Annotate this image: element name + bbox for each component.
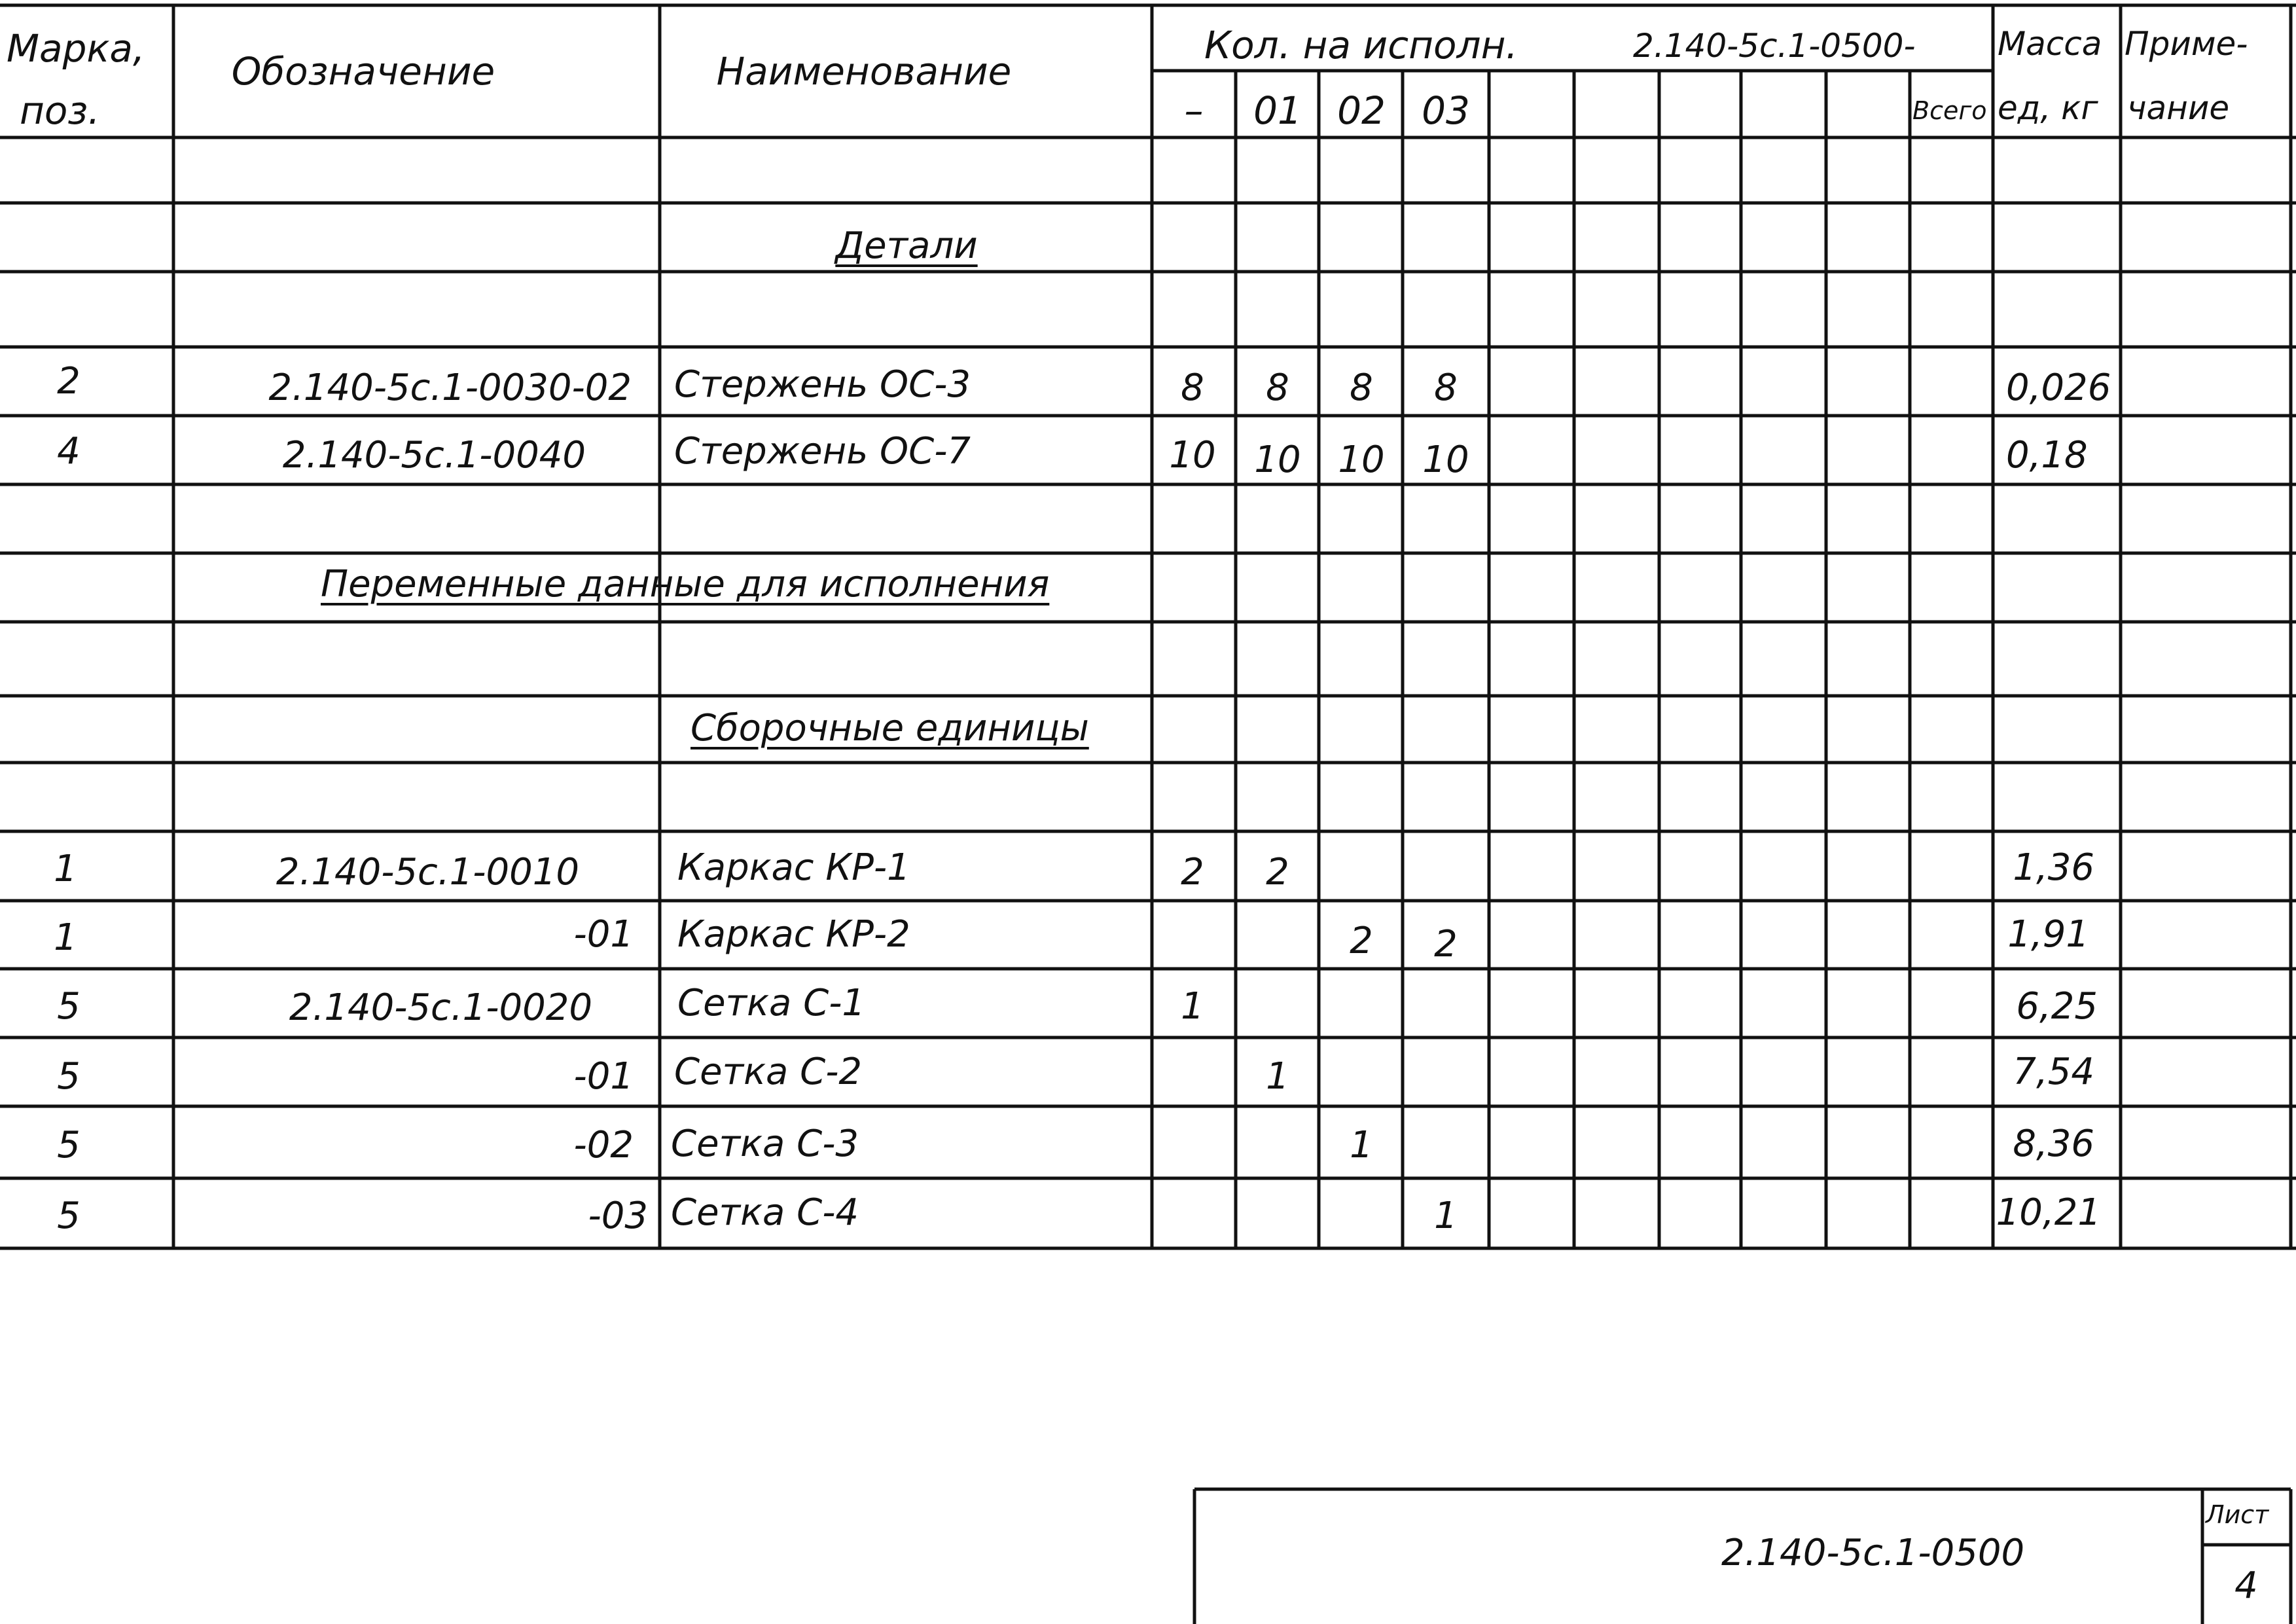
row-designation: 2.140-5с.1-0030-02: [268, 367, 632, 409]
header-vsego: Всего: [1912, 96, 1987, 125]
section-details-title: Детали: [835, 225, 978, 267]
row-mass: 6,25: [2016, 985, 2098, 1028]
row-name: Сетка С-4: [671, 1191, 859, 1234]
row-qty-01: 2: [1266, 851, 1289, 893]
row-name: Стержень ОС-3: [674, 363, 971, 406]
row-qty-01: 1: [1266, 1055, 1289, 1098]
header-prim-line1: Приме-: [2125, 25, 2248, 63]
header-variant-base: –: [1184, 88, 1204, 133]
row-name: Каркас КР-2: [677, 913, 910, 956]
row-qty-01: 10: [1254, 439, 1301, 481]
row-designation: 2.140-5с.1-0040: [282, 434, 586, 477]
row-pos: 5: [57, 1055, 81, 1098]
row-name: Каркас КР-1: [677, 846, 910, 889]
row-qty-02: 8: [1350, 367, 1373, 409]
header-document-code: 2.140-5с.1-0500-: [1633, 27, 1916, 65]
section-assemblies-title: Сборочные единицы: [691, 707, 1089, 749]
row-pos: 2: [57, 360, 81, 403]
title-block-list-label: Лист: [2206, 1500, 2269, 1529]
header-prim-line2: чание: [2127, 89, 2230, 127]
row-mass: 0,18: [2006, 434, 2088, 477]
row-designation: -03: [588, 1195, 648, 1237]
row-qty-03: 1: [1434, 1195, 1458, 1237]
row-designation: -02: [573, 1124, 634, 1166]
row-qty-02: 10: [1338, 439, 1385, 481]
header-massa-line1: Масса: [1998, 25, 2102, 63]
row-name: Стержень ОС-7: [674, 430, 971, 473]
row-pos: 5: [57, 1195, 81, 1237]
header-oboznachenie: Обозначение: [231, 49, 495, 94]
row-qty-base: 1: [1181, 985, 1204, 1028]
row-mass: 10,21: [1996, 1191, 2101, 1234]
row-qty-base: 8: [1181, 367, 1204, 409]
row-designation: -01: [573, 913, 634, 956]
row-mass: 1,36: [2013, 846, 2094, 889]
row-qty-base: 2: [1181, 851, 1204, 893]
row-mass: 8,36: [2013, 1123, 2094, 1165]
row-name: Сетка С-2: [674, 1051, 863, 1093]
row-mass: 0,026: [2006, 367, 2111, 409]
header-naimenovanie: Наименование: [716, 49, 1012, 94]
header-variant-03: 03: [1422, 88, 1470, 133]
row-pos: 5: [57, 1124, 81, 1166]
row-pos: 1: [54, 848, 77, 890]
header-marka-line1: Марка,: [7, 26, 145, 71]
row-qty-03: 8: [1434, 367, 1458, 409]
row-pos: 1: [54, 916, 77, 959]
row-pos: 4: [57, 430, 81, 473]
header-marka-line2: поз.: [20, 88, 100, 133]
row-mass: 7,54: [2013, 1051, 2094, 1093]
row-qty-01: 8: [1266, 367, 1289, 409]
row-qty-02: 1: [1350, 1124, 1373, 1166]
row-designation: 2.140-5с.1-0010: [276, 851, 579, 893]
row-name: Сетка С-3: [671, 1123, 859, 1165]
title-block-code: 2.140-5с.1-0500: [1721, 1532, 2025, 1574]
row-name: Сетка С-1: [677, 982, 866, 1024]
row-qty-base: 10: [1169, 434, 1216, 477]
row-mass: 1,91: [2007, 913, 2089, 956]
row-qty-03: 2: [1434, 923, 1458, 965]
header-variant-02: 02: [1337, 88, 1386, 133]
header-variant-01: 01: [1253, 88, 1302, 133]
row-qty-02: 2: [1350, 920, 1373, 962]
row-designation: 2.140-5с.1-0020: [289, 986, 592, 1029]
row-qty-03: 10: [1422, 439, 1469, 481]
row-pos: 5: [57, 985, 81, 1028]
section-variable-data-title: Переменные данные для исполнения: [321, 563, 1050, 605]
header-kol-na-ispoln: Кол. на исполн.: [1204, 23, 1518, 67]
header-massa-line2: ед, кг: [1998, 89, 2098, 127]
row-designation: -01: [573, 1055, 634, 1098]
title-block-sheet-number: 4: [2234, 1564, 2258, 1607]
